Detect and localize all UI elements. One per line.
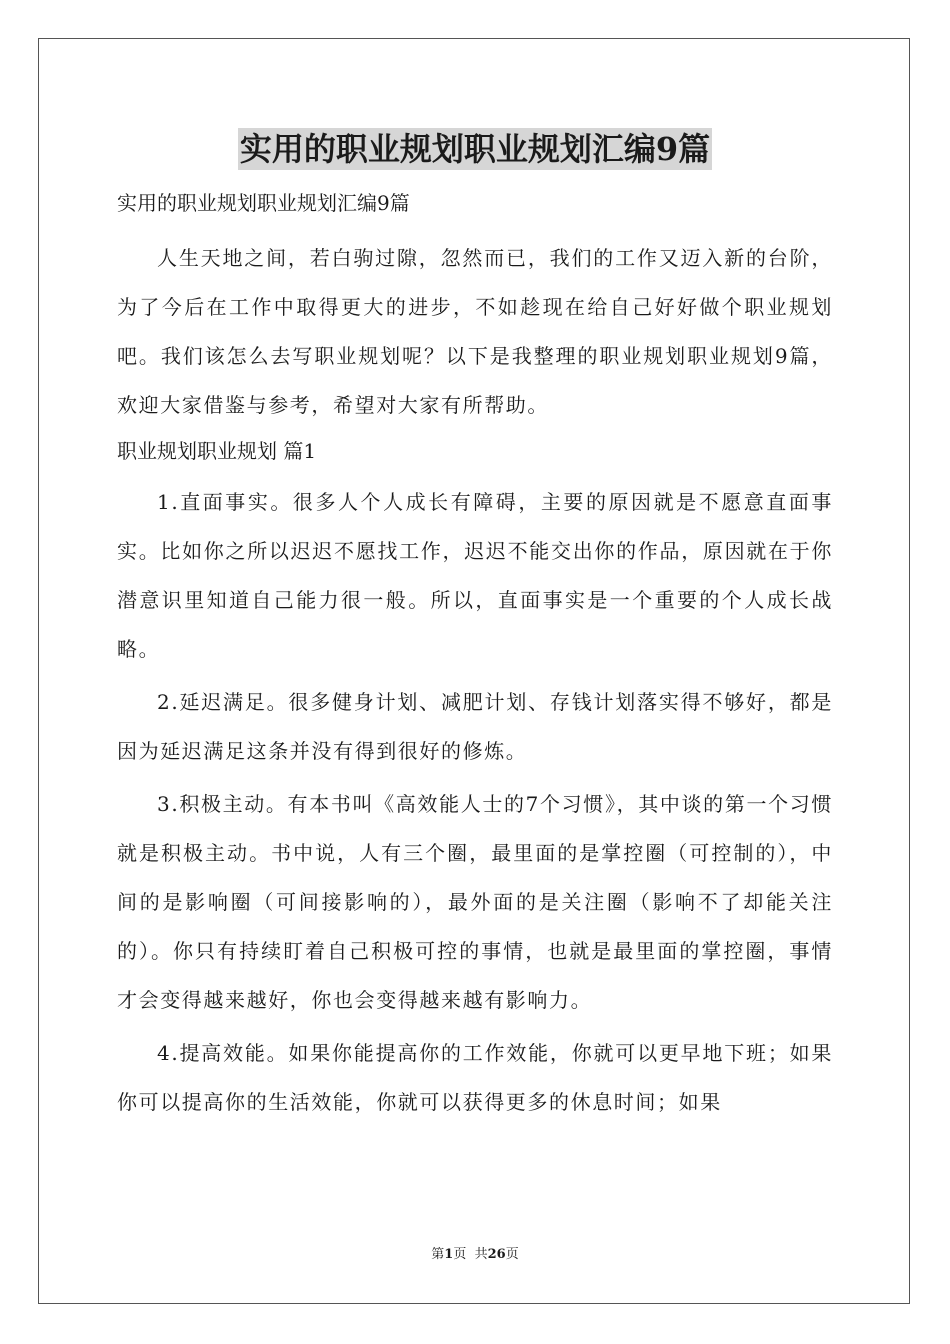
footer-total-pages: 26 xyxy=(487,1247,506,1262)
document-title: 实用的职业规划职业规划汇编9篇 xyxy=(239,130,711,168)
document-body xyxy=(117,128,833,1131)
paragraph-3: 3.积极主动。有本书叫《高效能人士的7个习惯》，其中谈的第一个习惯就是积极主动。书中说，人有三个圈，最里面的是掌控圈（可控制的），中间的是影响圈（可间接影响的），最外面的是关注圈（影响不了却能关注的）。你只有持续盯着自己积极可控的事情，也就是最里面的掌控圈，事情才会变得越来越好，你也会变得越来越有影响力。 xyxy=(117,792,833,1012)
footer-prefix: 第 xyxy=(431,1247,445,1262)
document-subtitle: 实用的职业规划职业规划汇编9篇 xyxy=(117,191,410,215)
footer-middle: 页 共 xyxy=(453,1247,488,1262)
paragraph-4: 4.提高效能。如果你能提高你的工作效能，你就可以更早地下班；如果你可以提高你的生活效能，你就可以获得更多的休息时间；如果 xyxy=(117,1041,833,1114)
footer-suffix: 页 xyxy=(505,1247,519,1262)
section-heading: 职业规划职业规划 篇1 xyxy=(117,439,317,463)
paragraph-2: 2.延迟满足。很多健身计划、减肥计划、存钱计划落实得不够好，都是因为延迟满足这条并没有得到很好的修炼。 xyxy=(117,690,833,763)
paragraph-1: 1.直面事实。很多人个人成长有障碍，主要的原因就是不愿意直面事实。比如你之所以迟迟不愿找工作，迟迟不能交出你的作品，原因就在于你潜意识里知道自己能力很一般。所以，直面事实是一个重要的个人成长战略。 xyxy=(117,490,833,661)
page-footer xyxy=(0,1246,950,1264)
title-wrapper xyxy=(117,128,833,172)
footer-current-page: 1 xyxy=(444,1247,454,1262)
intro-paragraph: 人生天地之间，若白驹过隙，忽然而已，我们的工作又迈入新的台阶，为了今后在工作中取得更大的进步，不如趁现在给自己好好做个职业规划吧。我们该怎么去写职业规划呢？以下是我整理的职业规划职业规划9篇，欢迎大家借鉴与参考，希望对大家有所帮助。 xyxy=(117,246,833,417)
